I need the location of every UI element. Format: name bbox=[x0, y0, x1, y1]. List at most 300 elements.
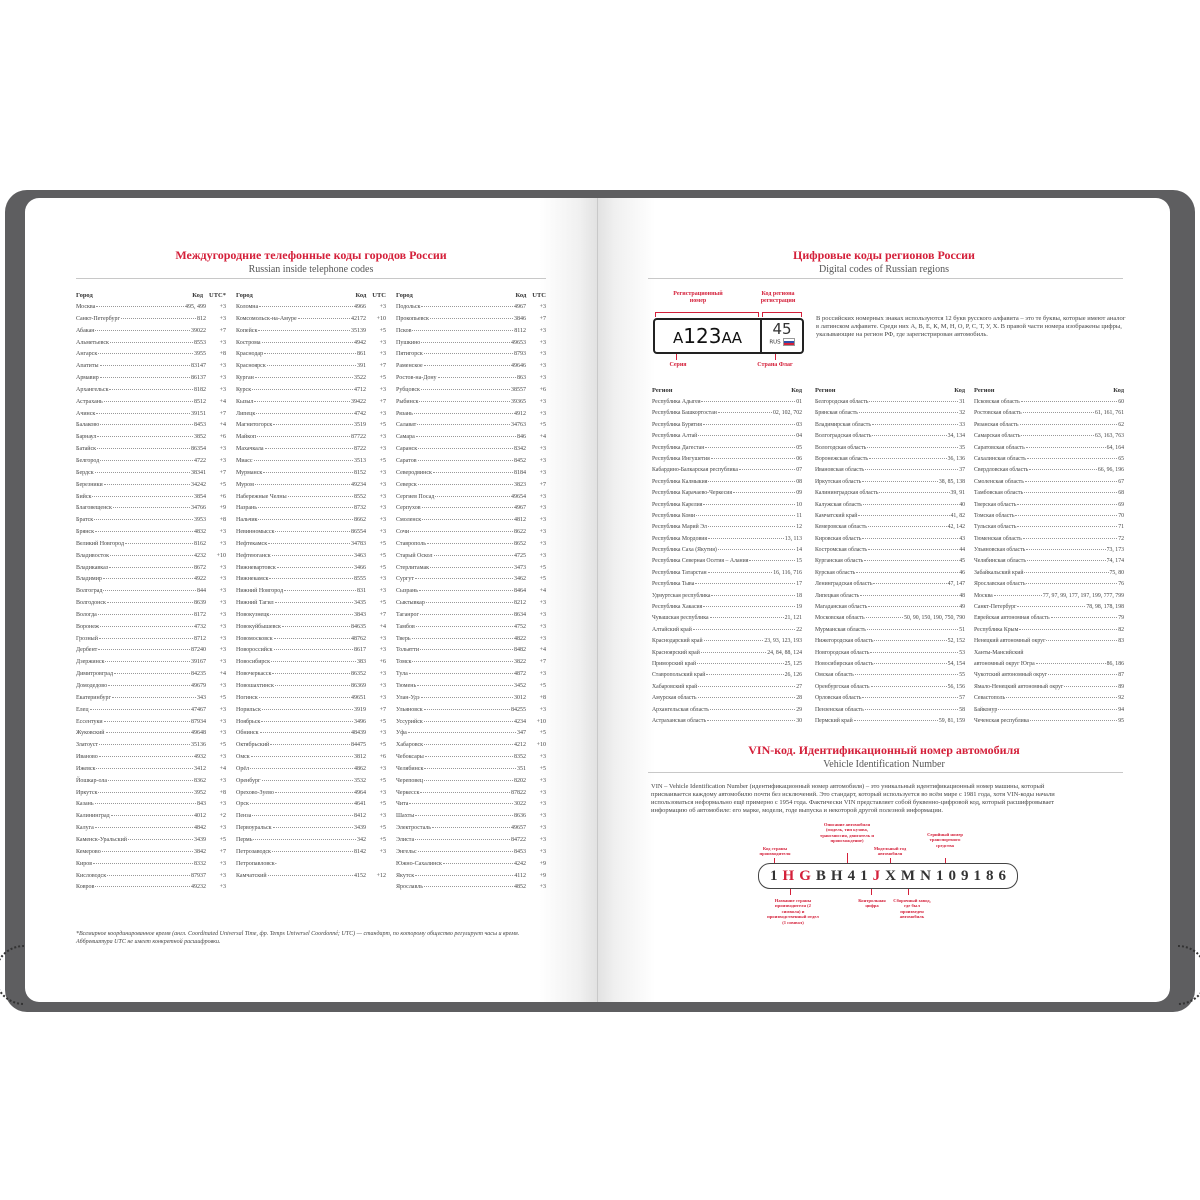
city-name: Калининград bbox=[76, 813, 110, 820]
city-row bbox=[236, 683, 386, 695]
region-row bbox=[815, 558, 965, 569]
city-name: Иваново bbox=[76, 754, 98, 761]
city-utc: +5 bbox=[379, 600, 386, 607]
dot-leader bbox=[410, 531, 513, 532]
city-name: Альметьевск bbox=[76, 339, 109, 346]
city-name: Черкесск bbox=[396, 789, 420, 796]
city-name: Калуга bbox=[76, 825, 94, 832]
region-code: 07 bbox=[796, 467, 802, 474]
city-code: 8622 bbox=[514, 529, 526, 536]
dot-leader bbox=[415, 875, 513, 876]
city-code: 86369 bbox=[351, 683, 366, 689]
dot-leader bbox=[418, 448, 513, 449]
region-code: 25, 125 bbox=[784, 660, 802, 667]
city-row bbox=[396, 387, 546, 399]
city-row bbox=[236, 458, 386, 470]
region-name: Томская область bbox=[974, 512, 1015, 519]
city-row bbox=[76, 849, 226, 861]
city-code: 8639 bbox=[194, 600, 206, 607]
city-name: Бийск bbox=[76, 493, 92, 500]
city-utc: +3 bbox=[379, 481, 386, 488]
city-utc: +3 bbox=[539, 789, 546, 796]
city-name: Новошахтинск bbox=[236, 683, 274, 689]
dot-leader bbox=[113, 507, 190, 508]
city-code: 8662 bbox=[354, 517, 366, 524]
city-name: Санкт-Петербург bbox=[76, 315, 120, 322]
city-name: Нижний Новгород bbox=[236, 588, 284, 595]
dot-leader bbox=[109, 389, 193, 390]
city-code: 49648 bbox=[191, 730, 206, 737]
license-plate bbox=[653, 318, 804, 354]
region-code: 83 bbox=[1118, 638, 1124, 645]
plate-region-number: 45 bbox=[772, 320, 792, 338]
region-name: Ставропольский край bbox=[652, 672, 706, 679]
city-utc: +6 bbox=[379, 659, 386, 666]
city-code: 8152 bbox=[354, 469, 366, 476]
region-row bbox=[815, 410, 965, 421]
city-code: 846 bbox=[517, 434, 526, 441]
dot-leader bbox=[994, 595, 1042, 596]
dot-leader bbox=[103, 590, 196, 591]
city-utc: +3 bbox=[379, 505, 386, 512]
city-row bbox=[396, 541, 546, 553]
header-codes bbox=[356, 292, 386, 299]
city-row bbox=[236, 849, 386, 861]
city-code: 861 bbox=[357, 351, 366, 358]
city-name: Дзержинск bbox=[76, 659, 105, 666]
region-name: Омская область bbox=[815, 672, 854, 679]
region-code: 87 bbox=[1118, 672, 1124, 679]
city-row bbox=[76, 659, 226, 671]
city-row bbox=[396, 576, 546, 588]
city-row bbox=[236, 328, 386, 340]
region-name: Приморский край bbox=[652, 660, 697, 667]
dot-leader bbox=[718, 549, 795, 550]
dot-leader bbox=[433, 472, 513, 473]
dot-leader bbox=[277, 567, 353, 568]
dot-leader bbox=[863, 504, 958, 505]
region-row bbox=[652, 433, 802, 444]
dot-leader bbox=[96, 306, 184, 307]
region-row bbox=[815, 581, 965, 592]
dot-leader bbox=[104, 484, 190, 485]
city-code: 8636 bbox=[514, 813, 526, 820]
region-codes-subtitle: Digital codes of Russian regions bbox=[819, 264, 949, 275]
city-utc: +4 bbox=[219, 398, 226, 405]
city-row bbox=[236, 659, 386, 671]
city-utc: +3 bbox=[539, 552, 546, 559]
dot-leader bbox=[414, 413, 513, 414]
region-code: 28 bbox=[796, 695, 802, 702]
region-code: 23, 93, 123, 193 bbox=[764, 638, 802, 645]
dot-leader bbox=[1026, 549, 1105, 550]
city-row bbox=[76, 719, 226, 731]
city-row bbox=[396, 837, 546, 849]
dot-leader bbox=[430, 318, 513, 319]
region-name: Тверская область bbox=[974, 501, 1017, 508]
city-name: Электросталь bbox=[396, 825, 432, 832]
vin-tick bbox=[908, 889, 909, 895]
city-code: 39167 bbox=[191, 659, 206, 666]
city-name: Рыбинск bbox=[396, 398, 419, 405]
region-row bbox=[974, 604, 1124, 615]
vin-char: G bbox=[799, 867, 811, 884]
vin-label-model-year: Модельный год автомобиля bbox=[873, 846, 907, 857]
region-name: Удмуртская республика bbox=[652, 592, 711, 599]
city-row bbox=[396, 446, 546, 458]
region-row bbox=[815, 707, 965, 718]
city-row bbox=[236, 446, 386, 458]
region-name: Кемеровская область bbox=[815, 524, 867, 531]
city-code: 3462 bbox=[514, 576, 526, 583]
city-utc: +3 bbox=[219, 600, 226, 607]
city-utc: +9 bbox=[219, 505, 226, 512]
city-name: Шахты bbox=[396, 813, 415, 820]
city-utc: +3 bbox=[219, 315, 226, 322]
city-code: 86354 bbox=[191, 446, 206, 453]
column-header bbox=[236, 286, 386, 304]
city-name: Ессентуки bbox=[76, 718, 103, 725]
region-row bbox=[815, 593, 965, 604]
city-code: 47467 bbox=[191, 706, 206, 713]
region-code: 55 bbox=[959, 672, 965, 679]
vin-label-check-digit: Контрольная цифра bbox=[858, 898, 886, 909]
dot-leader bbox=[409, 803, 513, 804]
region-name: Ивановская область bbox=[815, 467, 865, 474]
city-utc: +5 bbox=[379, 540, 386, 547]
city-code: 4152 bbox=[354, 872, 366, 879]
city-code: 87822 bbox=[511, 789, 526, 796]
region-name: Республика Калмыкия bbox=[652, 478, 708, 485]
dot-leader bbox=[275, 792, 353, 793]
region-code: 49 bbox=[959, 604, 965, 611]
city-code: 3012 bbox=[514, 694, 526, 701]
region-row bbox=[815, 513, 965, 524]
region-row bbox=[974, 513, 1124, 524]
city-code: 351 bbox=[517, 765, 526, 772]
city-row bbox=[76, 541, 226, 553]
dot-leader bbox=[701, 652, 766, 653]
dot-leader bbox=[272, 673, 350, 674]
region-code: 74, 174 bbox=[1106, 558, 1124, 565]
city-row bbox=[76, 316, 226, 328]
city-utc: +3 bbox=[379, 386, 386, 393]
region-code: 78, 98, 178, 198 bbox=[1086, 604, 1124, 611]
dot-leader bbox=[270, 614, 353, 615]
city-utc: +5 bbox=[379, 457, 386, 464]
dot-leader bbox=[1006, 697, 1117, 698]
city-code: 42172 bbox=[351, 315, 366, 322]
city-utc: +7 bbox=[219, 410, 226, 417]
dot-leader bbox=[251, 756, 353, 757]
city-row bbox=[396, 411, 546, 423]
city-utc: +3 bbox=[379, 410, 386, 417]
city-utc: +3 bbox=[539, 517, 546, 524]
city-code: 8453 bbox=[194, 422, 206, 429]
city-utc: +7 bbox=[539, 481, 546, 488]
region-code: 94 bbox=[1118, 706, 1124, 713]
city-row bbox=[76, 529, 226, 541]
region-name: Иркутская область bbox=[815, 478, 862, 485]
header-utc: UTC* bbox=[209, 291, 226, 299]
city-row bbox=[236, 363, 386, 375]
region-code: 69 bbox=[1118, 501, 1124, 508]
city-code: 86554 bbox=[351, 529, 366, 536]
dot-leader bbox=[998, 709, 1117, 710]
region-row bbox=[652, 445, 802, 456]
city-name: Назрань bbox=[236, 505, 257, 512]
dot-leader bbox=[1029, 469, 1097, 470]
region-row bbox=[652, 684, 802, 695]
dot-leader bbox=[409, 673, 513, 674]
city-row bbox=[76, 707, 226, 719]
vin-description: VIN – Vehicle Identification Number (идентификационный номер автомобиля) – это уникальный идентификационный номер машины, который присваивается каждому автомобилю почти без исключений. Это стандарт, который используется во всём мире с 1981 года, хотя VIN-коды начали использоваться неформально ещё примерно с 1954 года. Фактически VIN представляет собой буквенно-цифровой код, который расшифровывает информацию об автомобиле: его марке, модели, годе выпуска и некоторой другой полезной информации. bbox=[651, 783, 1055, 814]
city-name: Махачкала bbox=[236, 446, 264, 453]
city-utc: +5 bbox=[379, 777, 386, 784]
region-name: Байконур bbox=[974, 706, 998, 713]
header-utc: UTC bbox=[372, 291, 386, 299]
city-row bbox=[396, 482, 546, 494]
dot-leader bbox=[112, 697, 196, 698]
city-utc: +5 bbox=[539, 422, 546, 429]
dot-leader bbox=[701, 401, 795, 402]
city-code: 342 bbox=[357, 836, 366, 843]
city-code: 3439 bbox=[354, 825, 366, 832]
city-code: 4242 bbox=[514, 860, 526, 867]
dot-leader bbox=[870, 652, 958, 653]
city-utc: +5 bbox=[379, 742, 386, 749]
region-code: 19 bbox=[796, 604, 802, 611]
city-code: 87240 bbox=[191, 647, 206, 654]
dot-leader bbox=[106, 732, 191, 733]
region-name: Краснодарский край bbox=[652, 638, 703, 645]
region-name: Костромская область bbox=[815, 547, 868, 554]
city-row bbox=[236, 482, 386, 494]
city-utc: +3 bbox=[379, 683, 386, 689]
city-utc: +4 bbox=[539, 647, 546, 654]
city-code: 8712 bbox=[194, 635, 206, 642]
city-code: 8553 bbox=[194, 339, 206, 346]
region-code: 61, 161, 761 bbox=[1095, 410, 1124, 417]
region-name: Курганская область bbox=[815, 558, 864, 565]
region-name: Смоленская область bbox=[974, 478, 1024, 485]
city-row bbox=[236, 624, 386, 636]
dot-leader bbox=[1021, 435, 1094, 436]
city-code: 8184 bbox=[514, 469, 526, 476]
city-name: Обнинск bbox=[236, 730, 259, 737]
dot-leader bbox=[103, 578, 193, 579]
city-row bbox=[396, 434, 546, 446]
dot-leader bbox=[420, 792, 510, 793]
region-row bbox=[815, 536, 965, 547]
city-row bbox=[236, 565, 386, 577]
dot-leader bbox=[97, 436, 193, 437]
city-code: 3842 bbox=[194, 848, 206, 855]
dot-leader bbox=[703, 606, 795, 607]
region-column bbox=[974, 381, 1124, 729]
city-row bbox=[236, 411, 386, 423]
dot-leader bbox=[425, 756, 513, 757]
city-code: 34766 bbox=[191, 505, 206, 512]
dot-leader bbox=[703, 504, 795, 505]
region-row bbox=[652, 410, 802, 421]
city-name: Ногинск bbox=[236, 694, 258, 701]
city-code: 87722 bbox=[351, 434, 366, 441]
city-name: Ачинск bbox=[76, 410, 96, 417]
region-name: Московская область bbox=[815, 615, 865, 622]
city-code: 8112 bbox=[514, 327, 526, 334]
city-utc: +3 bbox=[379, 576, 386, 583]
city-utc: +3 bbox=[539, 754, 546, 761]
city-code: 4234 bbox=[514, 718, 526, 725]
region-row bbox=[974, 502, 1124, 513]
city-name: Салават bbox=[396, 422, 417, 429]
region-name: Республика Коми bbox=[652, 512, 696, 519]
city-code: 8482 bbox=[514, 647, 526, 654]
city-row bbox=[236, 340, 386, 352]
region-name: Ямало-Ненецкий автономный округ bbox=[974, 683, 1064, 690]
city-name: Пермь bbox=[236, 836, 253, 843]
dot-leader bbox=[274, 649, 353, 650]
dot-leader bbox=[859, 412, 958, 413]
city-utc: +3 bbox=[379, 588, 386, 595]
region-name: Еврейская автономная область bbox=[974, 615, 1050, 622]
city-utc: +3 bbox=[219, 659, 226, 666]
dot-leader bbox=[262, 780, 354, 781]
dot-leader bbox=[95, 886, 190, 887]
city-code: 831 bbox=[357, 588, 366, 595]
tick-country bbox=[775, 354, 776, 360]
dot-leader bbox=[421, 389, 510, 390]
region-name: Ульяновская область bbox=[974, 547, 1026, 554]
vin-char: 0 bbox=[948, 867, 956, 884]
city-utc: +3 bbox=[219, 683, 226, 689]
dot-leader bbox=[860, 595, 958, 596]
dot-leader bbox=[418, 484, 513, 485]
region-name: Республика Карелия bbox=[652, 501, 703, 508]
dot-leader bbox=[443, 863, 513, 864]
city-row bbox=[236, 399, 386, 411]
city-name: Владивосток bbox=[76, 552, 109, 559]
dot-leader bbox=[1027, 560, 1106, 561]
dot-leader bbox=[256, 413, 353, 414]
city-name: Петрозаводск bbox=[236, 848, 271, 855]
region-name: Новгородская область bbox=[815, 649, 870, 656]
city-utc: +5 bbox=[379, 552, 386, 559]
dot-leader bbox=[274, 638, 350, 639]
dot-leader bbox=[696, 515, 795, 516]
city-name: Воронеж bbox=[76, 623, 100, 630]
dot-leader bbox=[706, 674, 783, 675]
region-code: 04 bbox=[796, 433, 802, 440]
city-utc: +3 bbox=[539, 375, 546, 382]
region-name: Астраханская область bbox=[652, 717, 707, 724]
dot-leader bbox=[272, 851, 353, 852]
city-row bbox=[76, 363, 226, 375]
city-row bbox=[236, 707, 386, 719]
city-row bbox=[396, 695, 546, 707]
region-name: Кабардино-Балкарская республика bbox=[652, 467, 738, 474]
dot-leader bbox=[708, 538, 784, 539]
city-row bbox=[76, 671, 226, 683]
region-name: Хабаровский край bbox=[652, 683, 698, 690]
vin-char: H bbox=[830, 867, 843, 884]
city-code: 49232 bbox=[191, 884, 206, 891]
dot-leader bbox=[422, 507, 513, 508]
region-row bbox=[974, 547, 1124, 558]
region-row bbox=[652, 615, 802, 626]
city-utc: +3 bbox=[219, 801, 226, 808]
column-header bbox=[974, 381, 1124, 399]
region-codes-heading bbox=[598, 248, 1170, 275]
city-row bbox=[396, 304, 546, 316]
dot-leader bbox=[424, 768, 516, 769]
city-row bbox=[76, 399, 226, 411]
city-utc: +3 bbox=[379, 635, 386, 642]
region-code: 58 bbox=[959, 706, 965, 713]
city-name: Орск bbox=[236, 801, 249, 808]
city-row bbox=[76, 801, 226, 813]
region-code: 37 bbox=[959, 467, 965, 474]
city-row bbox=[396, 825, 546, 837]
city-row bbox=[396, 849, 546, 861]
city-utc: +3 bbox=[539, 304, 546, 310]
dot-leader bbox=[105, 661, 190, 662]
region-name: Владимирская область bbox=[815, 421, 871, 428]
city-name: Нижневартовск bbox=[236, 564, 276, 571]
region-code: 64, 164 bbox=[1106, 444, 1124, 451]
region-name: Волгоградская область bbox=[815, 433, 872, 440]
city-row bbox=[76, 576, 226, 588]
city-name: Липецк bbox=[236, 410, 256, 417]
city-utc: +3 bbox=[539, 635, 546, 642]
city-row bbox=[236, 541, 386, 553]
region-code: 41, 82 bbox=[950, 512, 965, 519]
city-utc: +3 bbox=[539, 600, 546, 607]
city-code: 4732 bbox=[194, 623, 206, 630]
column-header bbox=[76, 286, 226, 304]
city-row bbox=[236, 351, 386, 363]
city-code: 87937 bbox=[191, 872, 206, 879]
region-code: 16, 116, 716 bbox=[773, 569, 802, 576]
city-row bbox=[76, 730, 226, 742]
city-row bbox=[396, 647, 546, 659]
city-row bbox=[236, 766, 386, 778]
region-row bbox=[652, 479, 802, 490]
vin-tick bbox=[847, 853, 848, 863]
dot-leader bbox=[872, 435, 946, 436]
city-name: Благовещенск bbox=[76, 505, 112, 512]
city-utc: +5 bbox=[379, 564, 386, 571]
plate-country: RUS bbox=[762, 338, 802, 348]
city-row bbox=[396, 328, 546, 340]
dot-leader bbox=[95, 472, 190, 473]
city-code: 35136 bbox=[191, 742, 206, 749]
city-name: Брянск bbox=[76, 529, 94, 536]
city-utc: +3 bbox=[379, 848, 386, 855]
city-row bbox=[396, 553, 546, 565]
city-code: 8634 bbox=[514, 611, 526, 618]
city-row bbox=[76, 825, 226, 837]
dot-leader bbox=[1026, 583, 1117, 584]
city-row bbox=[76, 304, 226, 316]
region-code: 66, 96, 196 bbox=[1097, 467, 1124, 474]
region-name: Республика Бурятия bbox=[652, 421, 702, 428]
city-row bbox=[396, 588, 546, 600]
city-row bbox=[236, 813, 386, 825]
dot-leader bbox=[108, 685, 190, 686]
city-code: 8464 bbox=[514, 588, 526, 595]
